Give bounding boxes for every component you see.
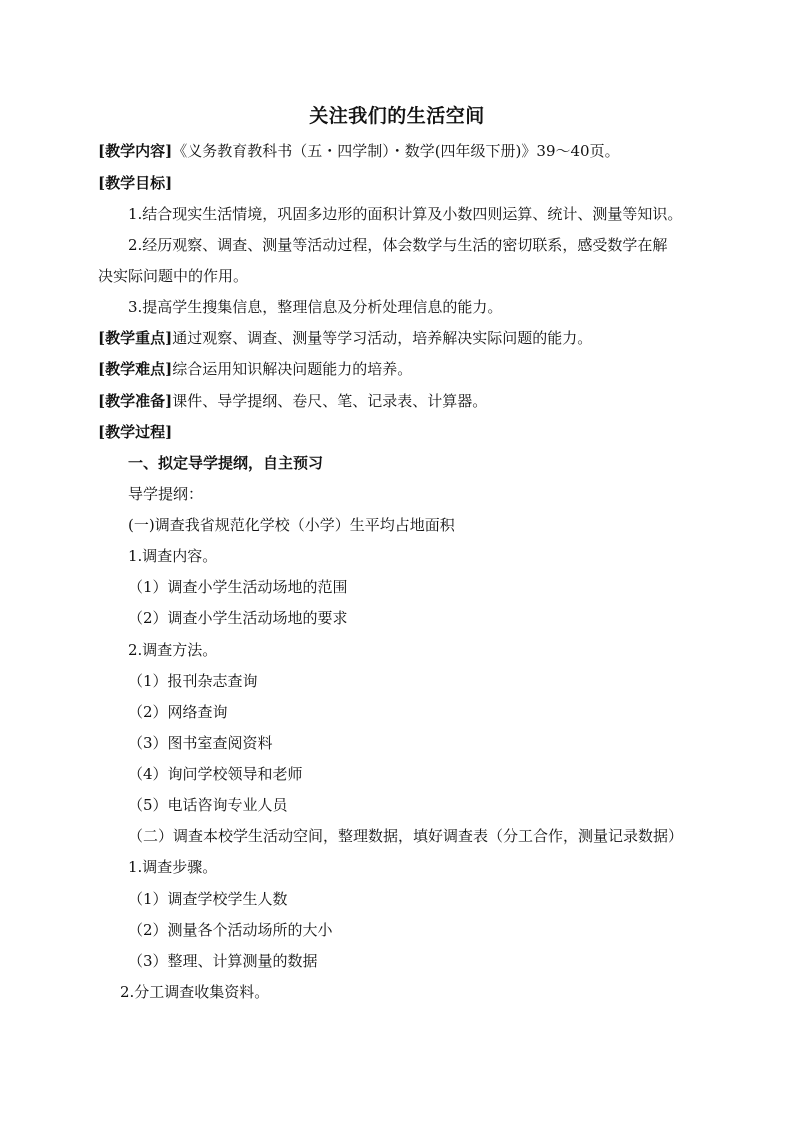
preparation-line [98,391,487,411]
method-item-1: （1）报刊杂志查询 [128,672,258,690]
item-collect-data: 2.分工调查收集资料。 [120,983,270,1001]
step-item-1: （1）调查学校学生人数 [128,890,288,908]
key-point-tag: [教学重点] [98,329,173,347]
teaching-process-heading: [教学过程] [98,423,173,441]
part-2-title: （二）调查本校学生活动空间，整理数据，填好调查表（分工合作，测量记录数据） [128,827,684,845]
teaching-content-line [98,141,620,161]
item-survey-steps: 1.调查步骤。 [128,858,218,876]
step-item-3: （3）整理、计算测量的数据 [128,952,318,970]
key-point-text: 通过观察、调查、测量等学习活动，培养解决实际问题的能力。 [172,329,593,347]
difficulty-text: 综合运用知识解决问题能力的培养。 [172,360,413,378]
teaching-content-tag: [教学内容] [98,142,173,160]
method-item-4: （4）询问学校领导和老师 [128,765,303,783]
key-point-line [98,328,592,348]
method-item-3: （3）图书室查阅资料 [128,734,273,752]
preparation-text: 课件、导学提纲、卷尺、笔、记录表、计算器。 [172,392,488,410]
item-survey-method: 2.调查方法。 [128,641,218,659]
step-item-2: （2）测量各个活动场所的大小 [128,921,333,939]
content-item-1: （1）调查小学生活动场地的范围 [128,578,348,596]
section-1-heading: 一、拟定导学提纲，自主预习 [128,454,324,472]
teaching-goals-heading: [教学目标] [98,174,173,192]
goal-2-line-2: 决实际问题中的作用。 [98,267,249,285]
preparation-tag: [教学准备] [98,392,173,410]
method-item-2: （2）网络查询 [128,703,228,721]
goal-2-line-1: 2.经历观察、调查、测量等活动过程，体会数学与生活的密切联系，感受数学在解 [128,236,668,254]
method-item-5: （5）电话咨询专业人员 [128,796,288,814]
goal-3: 3.提高学生搜集信息，整理信息及分析处理信息的能力。 [128,298,503,316]
item-survey-content: 1.调查内容。 [128,547,218,565]
document-title: 关注我们的生活空间 [309,105,485,127]
difficulty-tag: [教学难点] [98,360,173,378]
teaching-content-text: 《义务教育教科书（五・四学制）・数学(四年级下册)》39～40页。 [172,142,620,160]
part-1-title: (一)调查我省规范化学校（小学）生平均占地面积 [128,516,455,534]
difficulty-line [98,359,412,379]
content-item-2: （2）调查小学生活动场地的要求 [128,609,348,627]
outline-label: 导学提纲： [128,485,204,503]
goal-1: 1.结合现实生活情境，巩固多边形的面积计算及小数四则运算、统计、测量等知识。 [128,205,683,223]
